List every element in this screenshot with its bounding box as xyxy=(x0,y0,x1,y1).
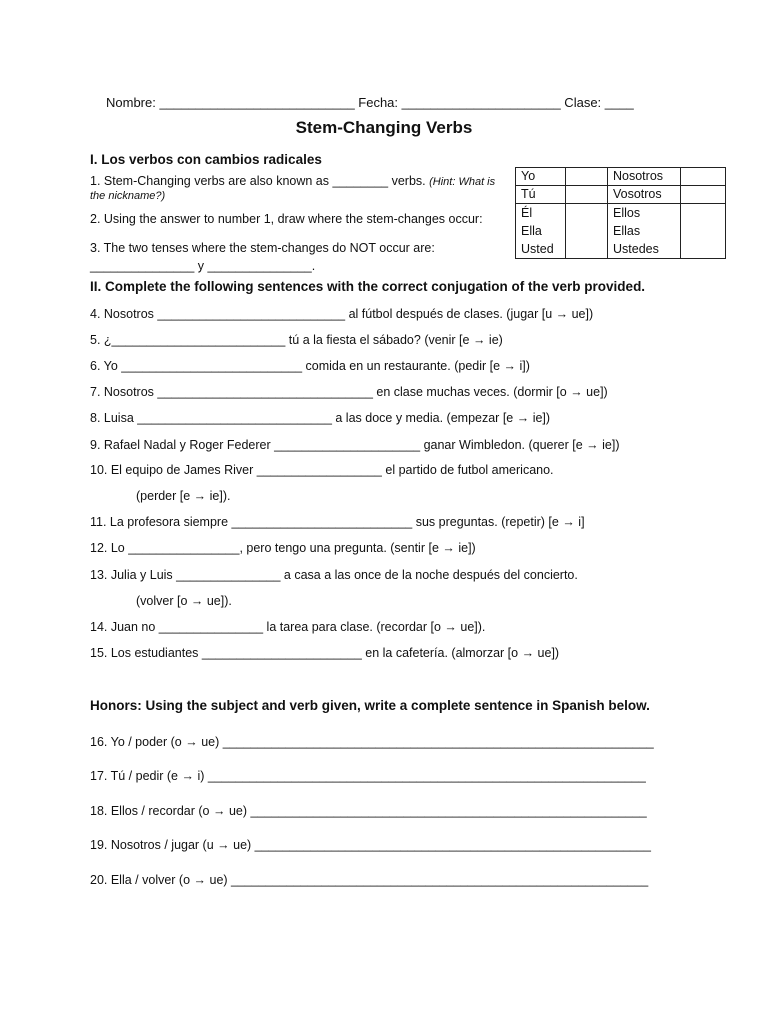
sentence-item-cont: (volver [o → ue]). xyxy=(136,594,232,608)
honors-item: 18. Ellos / recordar (o → ue) _________________________________________________________ xyxy=(90,804,647,818)
section-heading-honors: Honors: Using the subject and verb given, write a complete sentence in Spanish below. xyxy=(90,698,650,713)
honors-item: 20. Ella / volver (o → ue) ____________________________________________________________ xyxy=(90,873,649,887)
sentence-item: 13. Julia y Luis _______________ a casa a las once de la noche después del concierto. xyxy=(90,568,578,582)
question-2: 2. Using the answer to number 1, draw where the stem-changes occur: xyxy=(90,212,483,226)
question-3-blanks: _______________ y _______________. xyxy=(90,259,316,273)
pronoun-ellas: Ellas xyxy=(613,224,641,238)
table-cell xyxy=(608,204,681,259)
question-3: 3. The two tenses where the stem-changes do NOT occur are: xyxy=(90,241,435,255)
blank-cell xyxy=(566,168,608,186)
table-cell: Yo xyxy=(516,168,566,186)
honors-item: 19. Nosotros / jugar (u → ue) _________________________________________________________ xyxy=(90,838,651,852)
table-cell: Tú xyxy=(516,186,566,204)
sentence-item: 15. Los estudiantes _______________________ en la cafetería. (almorzar [o → ue]) xyxy=(90,646,560,660)
pronoun-usted: Usted xyxy=(521,242,554,256)
sentence-item: 14. Juan no _______________ la tarea para clase. (recordar [o → ue]). xyxy=(90,620,486,634)
table-cell: Vosotros xyxy=(608,186,681,204)
pronoun-ella: Ella xyxy=(521,224,542,238)
table-row xyxy=(516,168,726,186)
sentence-item: 12. Lo ________________, pero tengo una pregunta. (sentir [e → ie]) xyxy=(90,541,476,555)
table-row xyxy=(516,186,726,204)
question-1-hint: (Hint: What is xyxy=(429,176,496,188)
page-title: Stem-Changing Verbs xyxy=(295,118,473,137)
conjugation-table xyxy=(515,167,726,259)
question-1 xyxy=(90,174,495,188)
pronoun-el: Él xyxy=(521,206,533,220)
blank-cell xyxy=(681,168,726,186)
sentence-item: 10. El equipo de James River __________________ el partido de futbol americano. xyxy=(90,463,554,477)
table-cell xyxy=(516,204,566,259)
blank-cell xyxy=(566,186,608,204)
pronoun-ellos: Ellos xyxy=(613,206,641,220)
sentence-item: 11. La profesora siempre __________________________ sus preguntas. (repetir) [e → i] xyxy=(90,515,585,529)
sentence-item: 8. Luisa ____________________________ a las doce y media. (empezar [e → ie]) xyxy=(90,411,551,425)
sentence-item: 4. Nosotros ___________________________ al fútbol después de clases. (jugar [u → ue]) xyxy=(90,307,594,321)
honors-item: 16. Yo / poder (o → ue) ______________________________________________________________ xyxy=(90,735,654,749)
table-row xyxy=(516,204,726,259)
table-cell: Nosotros xyxy=(608,168,681,186)
header-fields: Nombre: ___________________________ Fecha: ______________________ Clase: ____ xyxy=(106,95,634,110)
sentence-item: 7. Nosotros _______________________________ en clase muchas veces. (dormir [o → ue]) xyxy=(90,385,608,399)
honors-item: 17. Tú / pedir (e → i) _______________________________________________________________ xyxy=(90,769,646,783)
section-heading-part2: II. Complete the following sentences with the correct conjugation of the verb provided. xyxy=(90,279,646,294)
pronoun-ustedes: Ustedes xyxy=(613,242,659,256)
sentence-item-cont: (perder [e → ie]). xyxy=(136,489,231,503)
blank-cell xyxy=(681,204,726,259)
sentence-item: 5. ¿_________________________ tú a la fiesta el sábado? (venir [e → ie) xyxy=(90,333,503,347)
sentence-item: 6. Yo __________________________ comida en un restaurante. (pedir [e → i]) xyxy=(90,359,530,373)
section-heading-part1: I. Los verbos con cambios radicales xyxy=(90,152,322,167)
question-1-hint-cont: the nickname?) xyxy=(90,190,166,202)
sentence-item: 9. Rafael Nadal y Roger Federer _____________________ ganar Wimbledon. (querer [e → ie]) xyxy=(90,438,620,452)
blank-cell xyxy=(566,204,608,259)
question-1-text: 1. Stem-Changing verbs are also known as ________ verbs. xyxy=(90,174,426,188)
blank-cell xyxy=(681,186,726,204)
